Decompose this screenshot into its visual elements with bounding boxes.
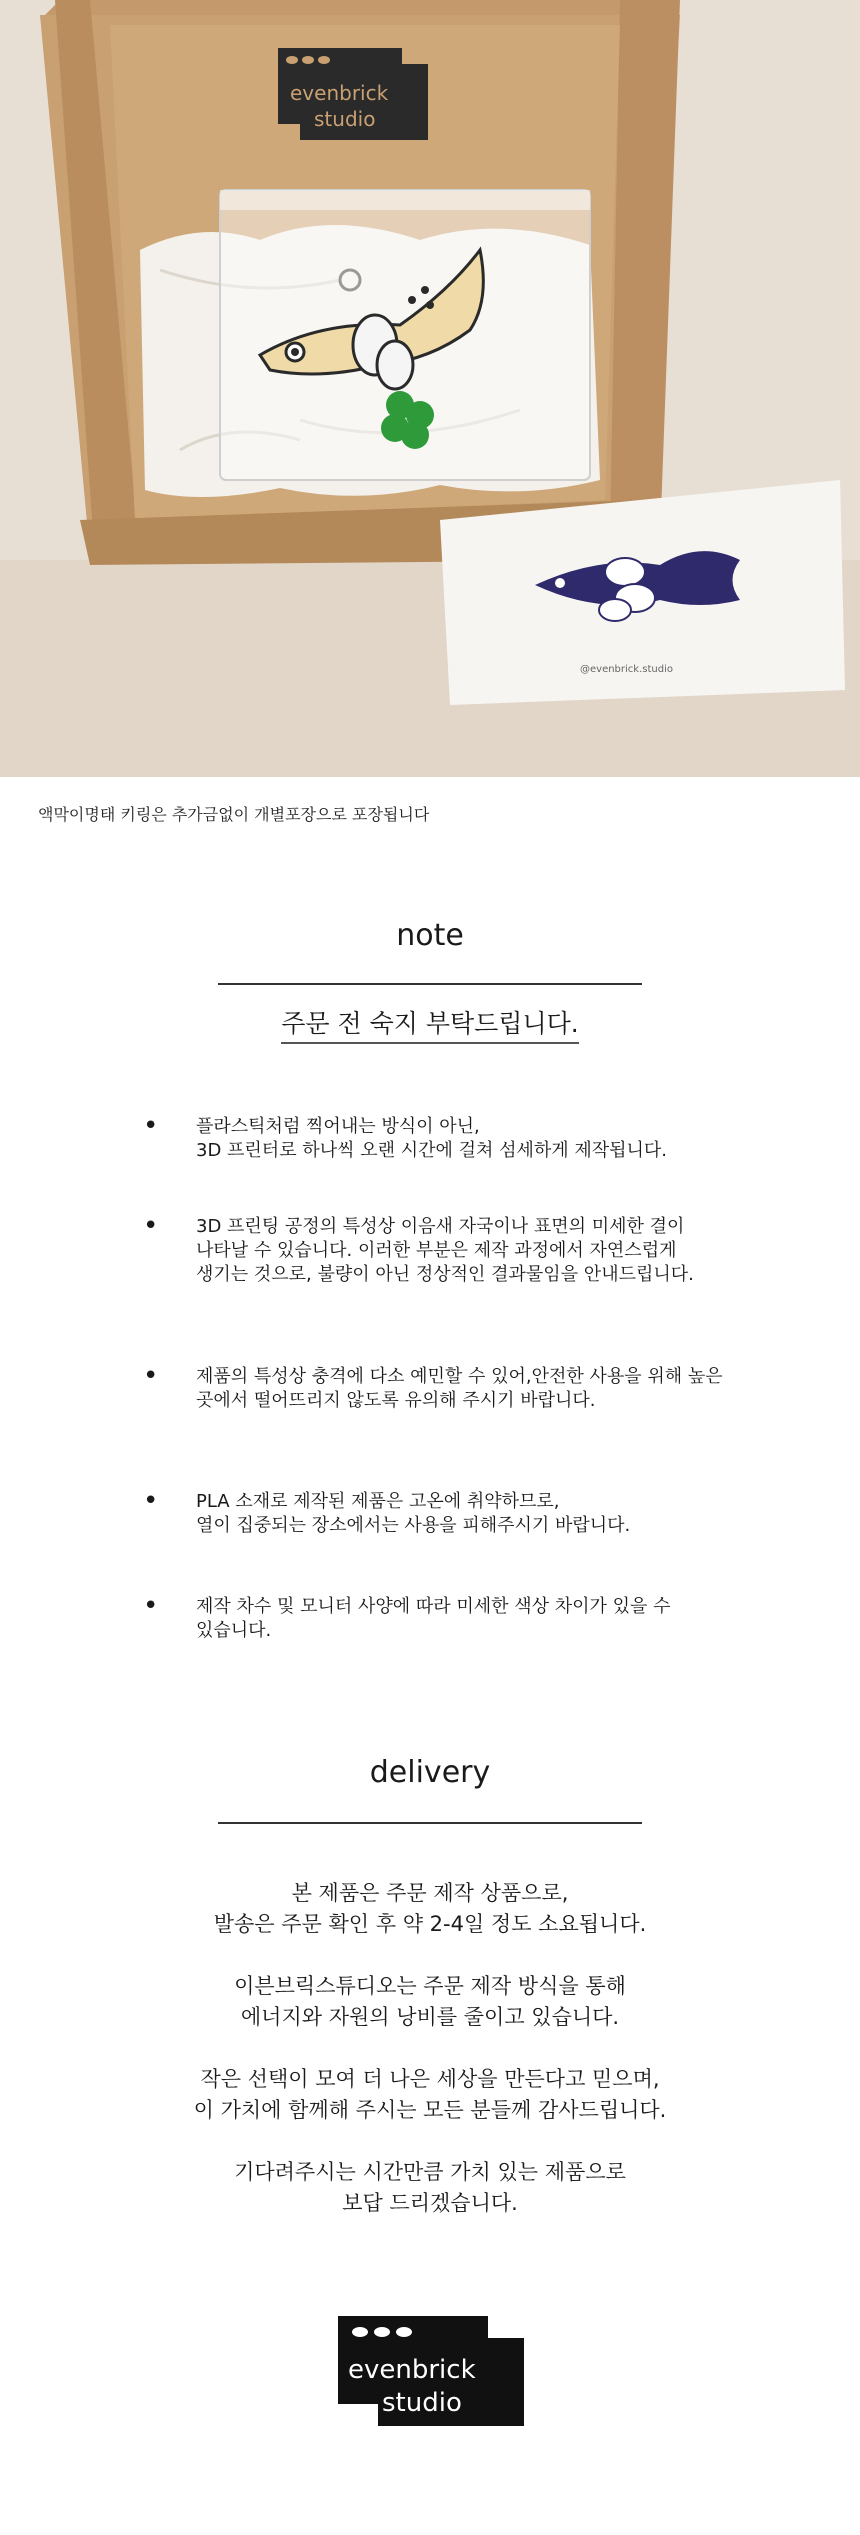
note-item-1-line1: 플라스틱처럼 찍어내는 방식이 아닌, [196, 1116, 480, 1137]
packaging-illustration [0, 0, 860, 777]
photo-caption: 액막이명태 키링은 추가금없이 개별포장으로 포장됩니다 [38, 805, 430, 824]
note-item-2-line1: 3D 프린팅 공정의 특성상 이음새 자국이나 표면의 미세한 결이 [196, 1216, 685, 1237]
note-item-5-line2: 있습니다. [196, 1620, 272, 1641]
note-item-5-line1: 제작 차수 및 모니터 사양에 따라 미세한 색상 차이가 있을 수 [196, 1596, 671, 1617]
delivery-p2-line1: 이븐브릭스튜디오는 주문 제작 방식을 통해 [234, 1974, 626, 1998]
delivery-p3-line1: 작은 선택이 모여 더 나은 세상을 만든다고 믿으며, [200, 2067, 660, 2091]
footer-logo-line2: studio [382, 2388, 462, 2418]
bullet-icon: • [143, 1111, 159, 1141]
note-heading: note [396, 918, 464, 953]
note-item-3 [196, 1365, 756, 1413]
delivery-paragraph-2 [0, 1971, 860, 2033]
note-item-2-line2: 나타날 수 있습니다. 이러한 부분은 제작 과정에서 자연스럽게 [196, 1240, 677, 1261]
delivery-p1-line1: 본 제품은 주문 제작 상품으로, [291, 1881, 569, 1905]
delivery-paragraph-4 [0, 2157, 860, 2219]
delivery-p3-line2: 이 가치에 함께해 주시는 모든 분들께 감사드립니다. [193, 2098, 667, 2122]
delivery-heading: delivery [369, 1755, 491, 1790]
footer-logo [338, 2316, 524, 2430]
note-item-5 [196, 1595, 756, 1643]
box-logo-line2: studio [314, 107, 376, 131]
delivery-p4-line2: 보답 드리겠습니다. [342, 2191, 518, 2215]
delivery-p2-line2: 에너지와 자원의 낭비를 줄이고 있습니다. [240, 2005, 620, 2029]
note-item-3-line1: 제품의 특성상 충격에 다소 예민할 수 있어,안전한 사용을 위해 높은 [196, 1366, 723, 1387]
note-subtitle [0, 1004, 860, 1040]
bullet-icon: • [143, 1361, 159, 1391]
note-divider [218, 983, 642, 985]
delivery-paragraph-3 [0, 2064, 860, 2126]
note-item-4 [196, 1490, 756, 1538]
note-item-4-line1: PLA 소재로 제작된 제품은 고온에 취약하므로, [196, 1491, 560, 1512]
note-item-4-line2: 열이 집중되는 장소에서는 사용을 피해주시기 바랍니다. [196, 1515, 631, 1536]
note-item-2-line3: 생기는 것으로, 불량이 아닌 정상적인 결과물임을 안내드립니다. [196, 1264, 694, 1285]
box-logo-line1: evenbrick [290, 81, 389, 105]
product-photo [0, 0, 860, 777]
delivery-p1-line2: 발송은 주문 확인 후 약 2-4일 정도 소요됩니다. [213, 1912, 647, 1936]
note-item-3-line2: 곳에서 떨어뜨리지 않도록 유의해 주시기 바랍니다. [196, 1390, 596, 1411]
delivery-paragraph-1 [0, 1878, 860, 1940]
delivery-divider [218, 1822, 642, 1824]
bullet-icon: • [143, 1591, 159, 1621]
evenbrick-logo-icon [338, 2316, 524, 2426]
note-subtitle-text: 주문 전 숙지 부탁드립니다. [281, 1009, 578, 1044]
note-item-1-line2: 3D 프린터로 하나씩 오랜 시간에 걸쳐 섬세하게 제작됩니다. [196, 1140, 668, 1161]
card-handle: @evenbrick.studio [580, 664, 673, 675]
note-item-1 [196, 1115, 756, 1163]
footer-logo-line1: evenbrick [348, 2355, 476, 2385]
delivery-p4-line1: 기다려주시는 시간만큼 가치 있는 제품으로 [234, 2160, 626, 2184]
note-item-2 [196, 1215, 756, 1287]
bullet-icon: • [143, 1211, 159, 1241]
bullet-icon: • [143, 1486, 159, 1516]
